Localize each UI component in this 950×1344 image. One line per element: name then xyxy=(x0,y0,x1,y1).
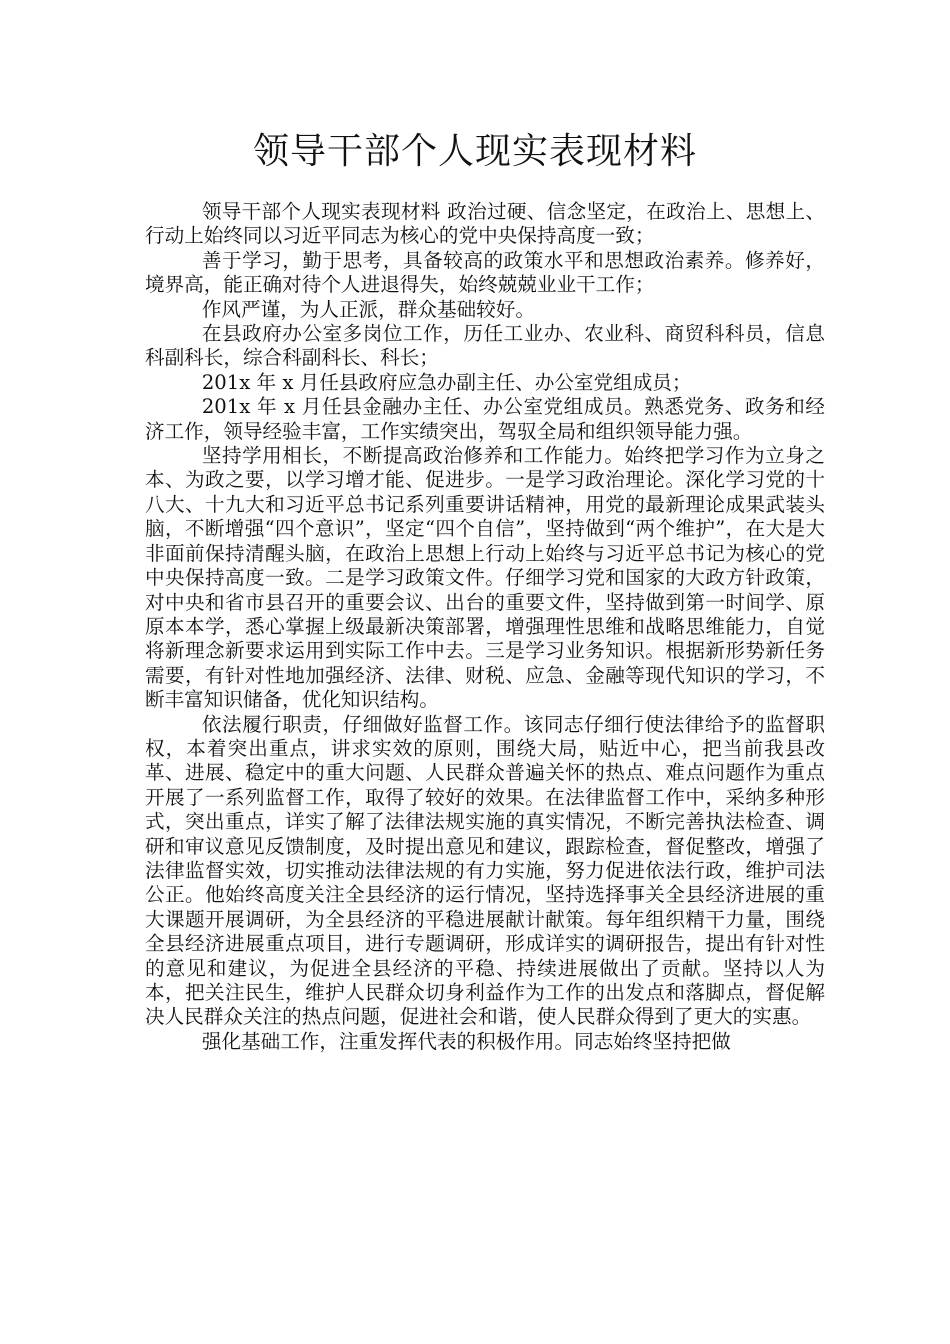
paragraph-study-practice: 坚持学用相长，不断提高政治修养和工作能力。始终把学习作为立身之本、为政之要，以学习增才能、促进步。一是学习政治理论。深化学习党的十八大、十九大和习近平总书记系列重要讲话精神，用党的最新理论成果武装头脑，不断增强“四个意识”，坚定“四个自信”，坚持做到“两个维护”，在大是大非面前保持清醒头脑，在政治上思想上行动上始终与习近平总书记为核心的党中央保持高度一致。二是学习政策文件。仔细学习党和国家的大政方针政策，对中央和省市县召开的重要会议、出台的重要文件，坚持做到第一时间学、原原本本学，悉心掌握上级最新决策部署，增强理性思维和战略思维能力，自觉将新理念新要求运用到实际工作中去。三是学习业务知识。根据新形势新任务需要，有针对性地加强经济、法律、财税、应急、金融等现代知识的学习，不断丰富知识储备，优化知识结构。 xyxy=(145,444,825,712)
paragraph-career-history: 在县政府办公室多岗位工作，历任工业办、农业科、商贸科科员，信息科副科长，综合科副科长、科长； xyxy=(145,322,825,370)
paragraph-foundation-work: 强化基础工作，注重发挥代表的积极作用。同志始终坚持把做 xyxy=(201,1029,731,1053)
paragraph-work-style: 作风严谨，为人正派，群众基础较好。 xyxy=(201,297,535,321)
paragraph-supervision: 依法履行职责，仔细做好监督工作。该同志仔细行使法律给予的监督职权，本着突出重点，讲求实效的原则，围绕大局，贴近中心，把当前我县改革、进展、稳定中的重大问题、人民群众普遍关怀的热点、难点问题作为重点开展了一系列监督工作，取得了较好的效果。在法律监督工作中，采纳多种形式，突出重点，详实了解了法律法规实施的真实情况，不断完善执法检查、调研和审议意见反馈制度，及时提出意见和建议，跟踪检查，督促整改，增强了法律监督实效，切实推动法律法规的有力实施，努力促进依法行政，维护司法公正。他始终高度关注全县经济的运行情况，坚持选择事关全县经济进展的重大课题开展调研，为全县经济的平稳进展献计献策。每年组织精干力量，围绕全县经济进展重点项目，进行专题调研，形成详实的调研报告，提出有针对性的意见和建议，为促进全县经济的平稳、持续进展做出了贡献。坚持以人为本，把关注民生，维护人民群众切身利益作为工作的出发点和落脚点，督促解决人民群众关注的热点问题，促进社会和谐，使人民群众得到了更大的实惠。 xyxy=(145,712,825,1029)
paragraph-learning: 善于学习，勤于思考，具备较高的政策水平和思想政治素养。修养好，境界高，能正确对待个人进退得失，始终兢兢业业干工作； xyxy=(145,248,825,297)
paragraph-emergency-office: 201x 年 x 月任县政府应急办副主任、办公室党组成员； xyxy=(201,370,692,394)
document-title: 领导干部个人现实表现材料 xyxy=(252,131,697,172)
paragraph-finance-office: 201x 年 x 月任县金融办主任、办公室党组成员。熟悉党务、政务和经济工作，领导经验丰富，工作实绩突出，驾驭全局和组织领导能力强。 xyxy=(145,395,825,443)
paragraph-political-stance: 领导干部个人现实表现材料 政治过硬、信念坚定，在政治上、思想上、行动上始终同以习近平同志为核心的党中央保持高度一致； xyxy=(145,200,825,248)
document-body xyxy=(145,200,825,1054)
